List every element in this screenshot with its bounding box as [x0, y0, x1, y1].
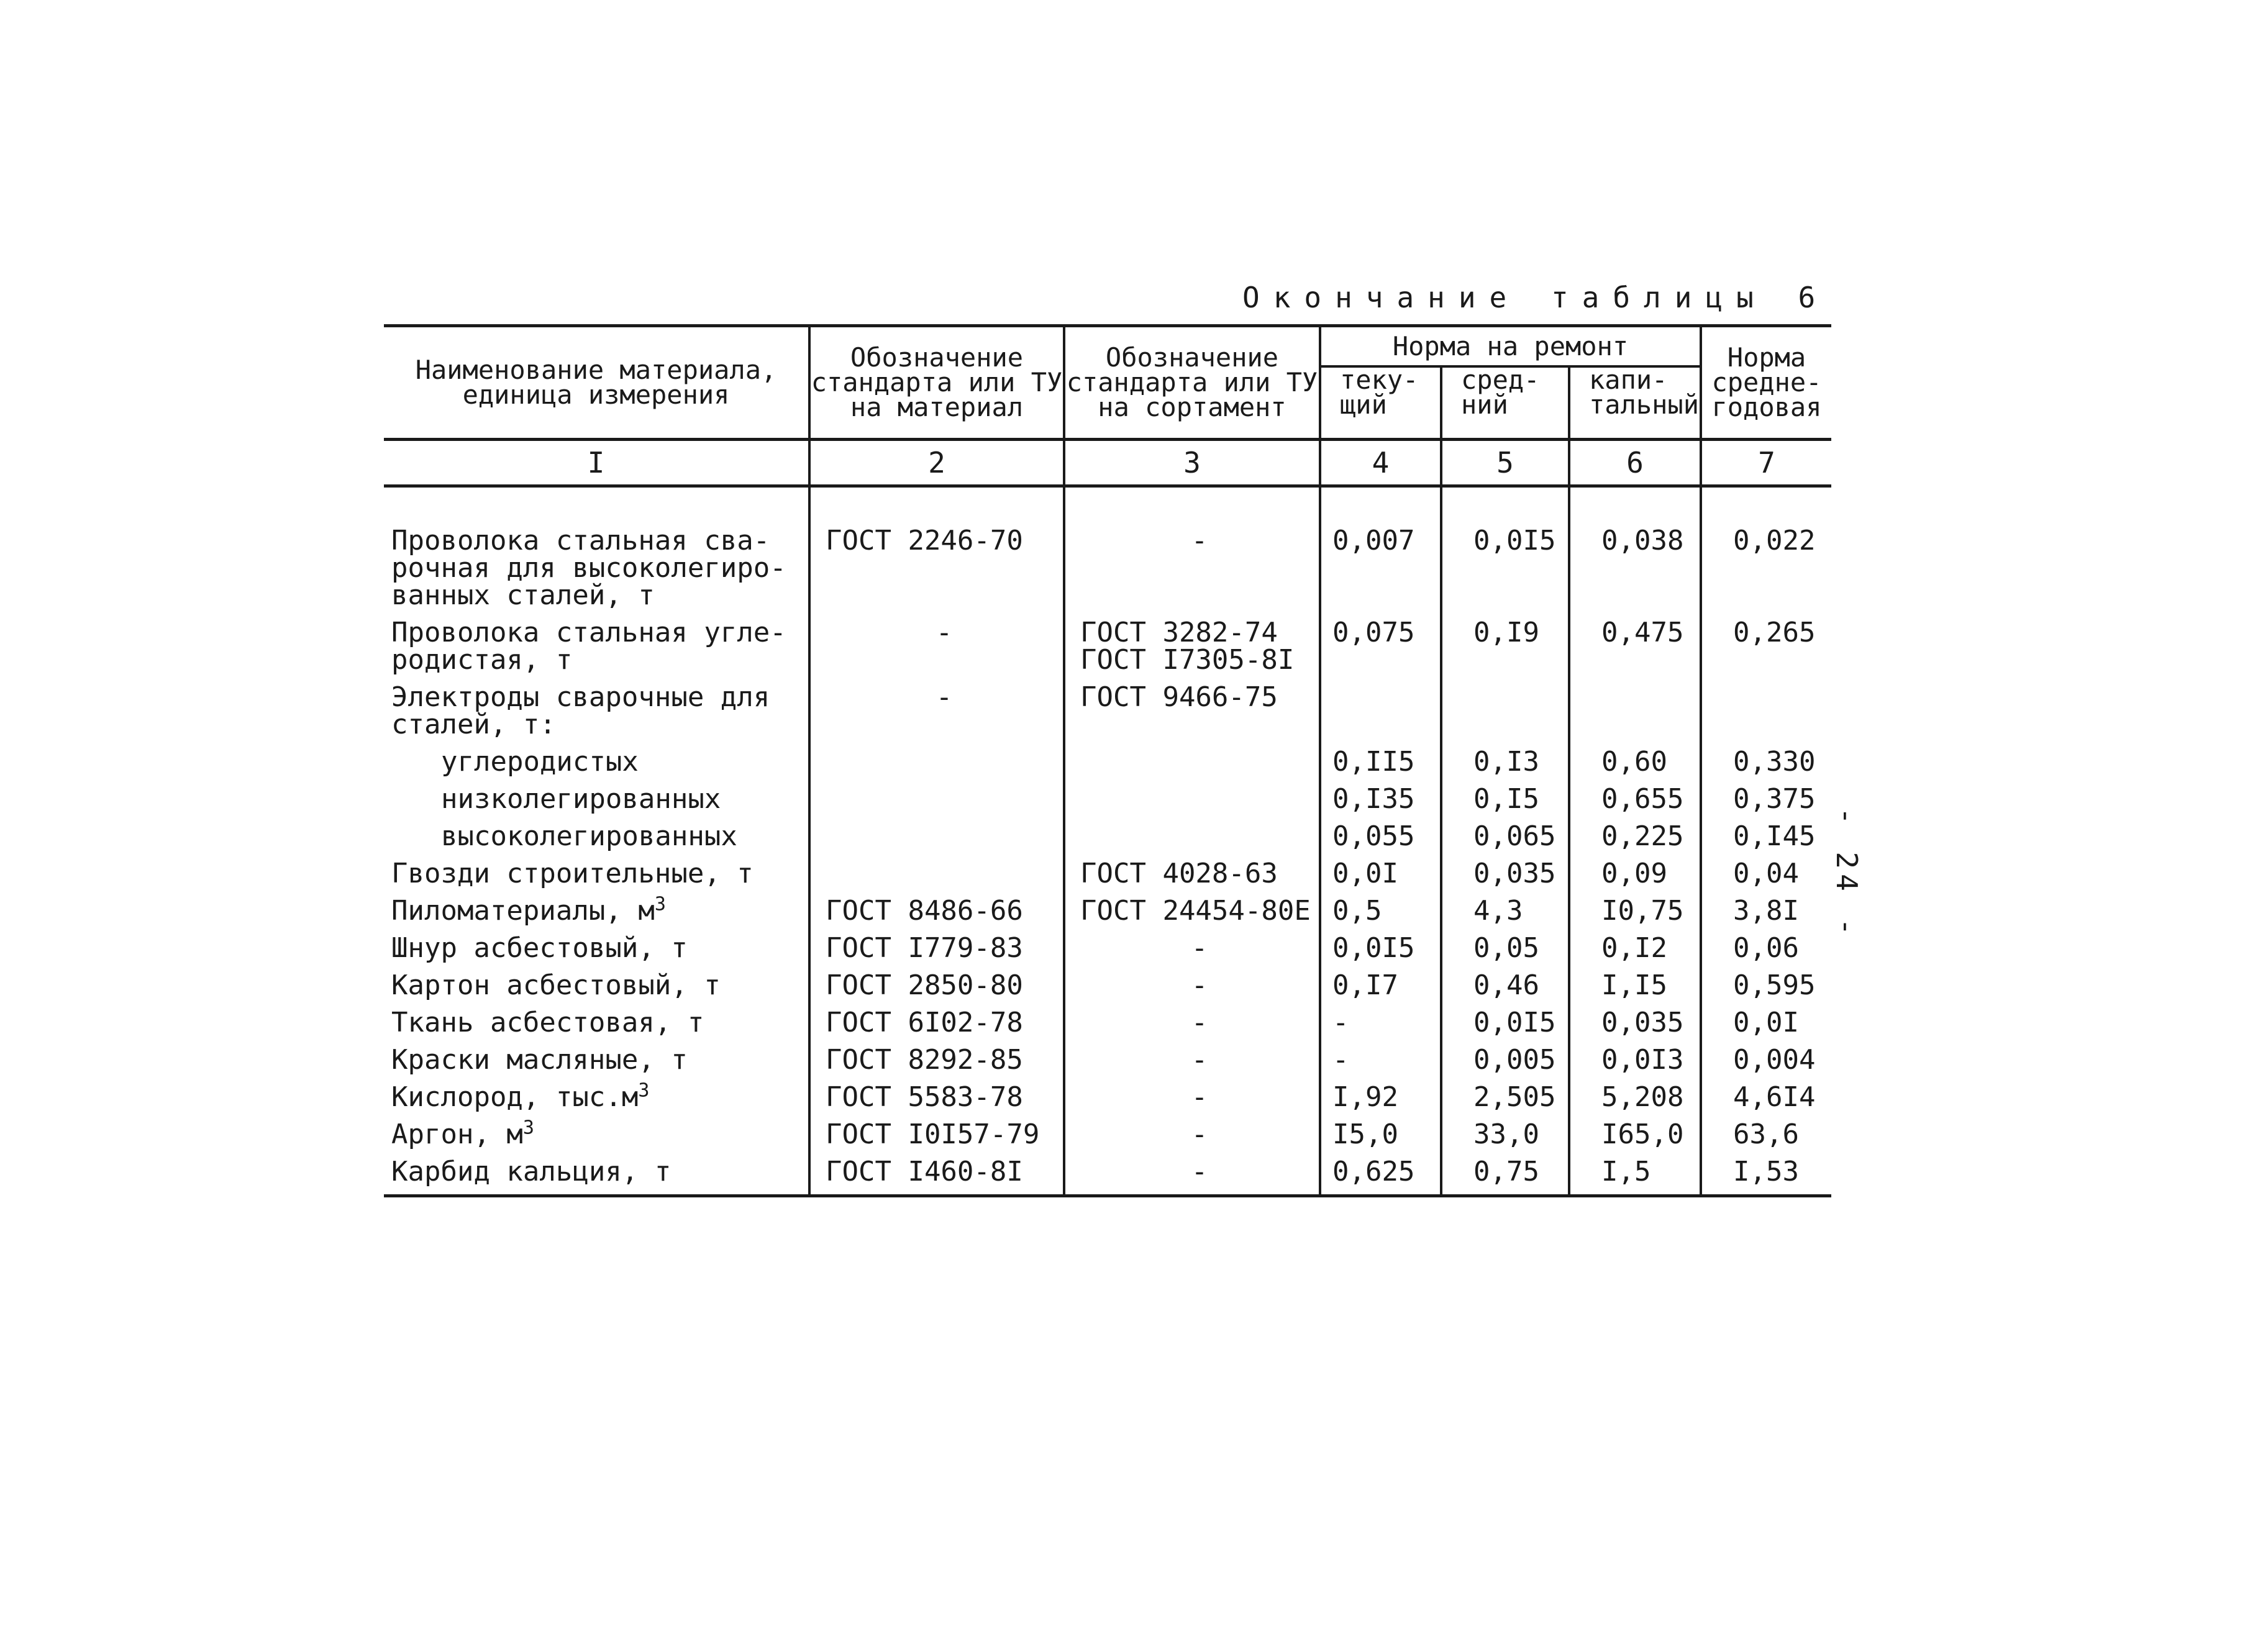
standard-material-cell: ГОСТ 2850-80 — [809, 967, 1064, 1004]
material-name-cell: Проволока стальная угле- родистая, т — [384, 614, 809, 679]
annual-norm-cell: 0,0I — [1701, 1004, 1831, 1042]
medium-repair-cell: 0,05 — [1441, 930, 1569, 967]
standard-material-cell: - — [809, 679, 1064, 743]
column-number: I — [384, 440, 809, 486]
medium-repair-cell: 0,035 — [1441, 855, 1569, 892]
table-row — [384, 781, 1831, 818]
standard-assortment-cell: - — [1064, 1079, 1320, 1116]
table-row — [384, 967, 1831, 1004]
table-row — [384, 522, 1831, 614]
standard-assortment-cell: - — [1064, 1153, 1320, 1196]
annual-norm-cell: 3,8I — [1701, 892, 1831, 930]
current-repair-cell: 0,075 — [1320, 614, 1441, 679]
standard-assortment-cell — [1064, 818, 1320, 855]
material-name-cell: углеродистых — [384, 743, 809, 781]
annual-norm-cell: 63,6 — [1701, 1116, 1831, 1153]
annual-norm-cell: 0,330 — [1701, 743, 1831, 781]
capital-repair-cell: 0,035 — [1569, 1004, 1701, 1042]
standard-assortment-cell — [1064, 781, 1320, 818]
annual-norm-cell: 0,595 — [1701, 967, 1831, 1004]
medium-repair-cell: 4,3 — [1441, 892, 1569, 930]
table-row — [384, 679, 1831, 743]
standard-material-cell — [809, 855, 1064, 892]
header-material-name: Наименование материала, единица измерения — [384, 326, 809, 440]
current-repair-cell: 0,I7 — [1320, 967, 1441, 1004]
capital-repair-cell: 5,208 — [1569, 1079, 1701, 1116]
table-row — [384, 1079, 1831, 1116]
header-repair-norm: Норма на ремонт — [1320, 326, 1701, 367]
material-name-cell: высоколегированных — [384, 818, 809, 855]
table-row — [384, 1116, 1831, 1153]
annual-norm-cell: 0,265 — [1701, 614, 1831, 679]
current-repair-cell: - — [1320, 1042, 1441, 1079]
capital-repair-cell: 0,225 — [1569, 818, 1701, 855]
capital-repair-cell: 0,I2 — [1569, 930, 1701, 967]
standard-material-cell: ГОСТ 6I02-78 — [809, 1004, 1064, 1042]
current-repair-cell: I5,0 — [1320, 1116, 1441, 1153]
material-name-cell: Аргон, $м^3$ — [384, 1116, 809, 1153]
material-name-cell: Электроды сварочные для сталей, т: — [384, 679, 809, 743]
table-row — [384, 614, 1831, 679]
medium-repair-cell: 0,I3 — [1441, 743, 1569, 781]
current-repair-cell — [1320, 679, 1441, 743]
capital-repair-cell: 0,09 — [1569, 855, 1701, 892]
current-repair-cell: 0,0I — [1320, 855, 1441, 892]
medium-repair-cell: 2,505 — [1441, 1079, 1569, 1116]
annual-norm-cell: 0,04 — [1701, 855, 1831, 892]
capital-repair-cell: I,5 — [1569, 1153, 1701, 1196]
medium-repair-cell — [1441, 679, 1569, 743]
header-capital-repair: капи- тальный — [1569, 366, 1701, 439]
material-name-cell: Шнур асбестовый, т — [384, 930, 809, 967]
column-number: 7 — [1701, 440, 1831, 486]
standard-material-cell — [809, 818, 1064, 855]
medium-repair-cell: 0,I9 — [1441, 614, 1569, 679]
annual-norm-cell: 4,6I4 — [1701, 1079, 1831, 1116]
column-number: 3 — [1064, 440, 1320, 486]
table-title: Окончание таблицы 6 — [1242, 281, 1829, 314]
table-row — [384, 818, 1831, 855]
current-repair-cell: 0,5 — [1320, 892, 1441, 930]
current-repair-cell: 0,II5 — [1320, 743, 1441, 781]
medium-repair-cell: 0,005 — [1441, 1042, 1569, 1079]
table-row — [384, 1153, 1831, 1196]
material-name-cell: Картон асбестовый, т — [384, 967, 809, 1004]
annual-norm-cell: 0,375 — [1701, 781, 1831, 818]
annual-norm-cell: 0,022 — [1701, 522, 1831, 614]
unit-superscript: 3 — [638, 1079, 650, 1102]
annual-norm-cell: I,53 — [1701, 1153, 1831, 1196]
header-standard-assortment: Обозначение стандарта или ТУ на сортамент — [1064, 326, 1320, 440]
medium-repair-cell: 0,I5 — [1441, 781, 1569, 818]
medium-repair-cell: 0,75 — [1441, 1153, 1569, 1196]
standard-assortment-cell: ГОСТ 3282-74 ГОСТ I7305-8I — [1064, 614, 1320, 679]
standard-assortment-cell — [1064, 743, 1320, 781]
standard-material-cell: ГОСТ 8486-66 — [809, 892, 1064, 930]
standard-assortment-cell: - — [1064, 522, 1320, 614]
table-row — [384, 743, 1831, 781]
table-row — [384, 930, 1831, 967]
medium-repair-cell: 0,0I5 — [1441, 522, 1569, 614]
annual-norm-cell — [1701, 679, 1831, 743]
material-name-cell: низколегированных — [384, 781, 809, 818]
annual-norm-cell: 0,I45 — [1701, 818, 1831, 855]
annual-norm-cell: 0,004 — [1701, 1042, 1831, 1079]
capital-repair-cell: 0,60 — [1569, 743, 1701, 781]
current-repair-cell: 0,055 — [1320, 818, 1441, 855]
capital-repair-cell: 0,038 — [1569, 522, 1701, 614]
standard-assortment-cell: ГОСТ 9466-75 — [1064, 679, 1320, 743]
medium-repair-cell: 0,46 — [1441, 967, 1569, 1004]
standard-assortment-cell: - — [1064, 930, 1320, 967]
standard-assortment-cell: - — [1064, 967, 1320, 1004]
standard-assortment-cell: - — [1064, 1042, 1320, 1079]
capital-repair-cell: 0,475 — [1569, 614, 1701, 679]
header-annual-norm: Норма средне-годовая — [1701, 326, 1831, 440]
standard-material-cell: ГОСТ 2246-70 — [809, 522, 1064, 614]
capital-repair-cell: 0,655 — [1569, 781, 1701, 818]
standard-assortment-cell: - — [1064, 1004, 1320, 1042]
material-name-cell: Проволока стальная сва- рочная для высоколегиро- ванных сталей, т — [384, 522, 809, 614]
standard-assortment-cell: - — [1064, 1116, 1320, 1153]
unit-superscript: 3 — [522, 1117, 534, 1139]
column-number: 4 — [1320, 440, 1441, 486]
capital-repair-cell: I0,75 — [1569, 892, 1701, 930]
capital-repair-cell: I65,0 — [1569, 1116, 1701, 1153]
medium-repair-cell: 0,0I5 — [1441, 1004, 1569, 1042]
material-name-cell: Пиломатериалы, $м^3$ — [384, 892, 809, 930]
current-repair-cell: 0,I35 — [1320, 781, 1441, 818]
unit-superscript: 3 — [654, 893, 666, 915]
material-name-cell: Краски масляные, т — [384, 1042, 809, 1079]
standard-material-cell — [809, 781, 1064, 818]
current-repair-cell: 0,0I5 — [1320, 930, 1441, 967]
standard-material-cell: - — [809, 614, 1064, 679]
medium-repair-cell: 0,065 — [1441, 818, 1569, 855]
standard-material-cell: ГОСТ 8292-85 — [809, 1042, 1064, 1079]
standard-material-cell: ГОСТ I0I57-79 — [809, 1116, 1064, 1153]
table-row — [384, 1042, 1831, 1079]
standard-material-cell — [809, 743, 1064, 781]
table-row — [384, 855, 1831, 892]
capital-repair-cell — [1569, 679, 1701, 743]
current-repair-cell: I,92 — [1320, 1079, 1441, 1116]
standard-material-cell: ГОСТ I460-8I — [809, 1153, 1064, 1196]
table-row — [384, 892, 1831, 930]
annual-norm-cell: 0,06 — [1701, 930, 1831, 967]
header-standard-material: Обозначение стандарта или ТУ на материал — [809, 326, 1064, 440]
standard-assortment-cell: ГОСТ 24454-80Е — [1064, 892, 1320, 930]
standard-assortment-cell: ГОСТ 4028-63 — [1064, 855, 1320, 892]
standard-material-cell: ГОСТ 5583-78 — [809, 1079, 1064, 1116]
header-current-repair: теку- щий — [1320, 366, 1441, 439]
material-name-cell: Кислород, $тыс.м^3$ — [384, 1079, 809, 1116]
current-repair-cell: 0,625 — [1320, 1153, 1441, 1196]
column-number: 6 — [1569, 440, 1701, 486]
material-name-cell: Ткань асбестовая, т — [384, 1004, 809, 1042]
material-name-cell: Гвозди строительные, т — [384, 855, 809, 892]
current-repair-cell: - — [1320, 1004, 1441, 1042]
column-number: 2 — [809, 440, 1064, 486]
page-number: - 24 - — [1830, 807, 1864, 941]
standard-material-cell: ГОСТ I779-83 — [809, 930, 1064, 967]
column-number: 5 — [1441, 440, 1569, 486]
header-medium-repair: сред- ний — [1441, 366, 1569, 439]
capital-repair-cell: 0,0I3 — [1569, 1042, 1701, 1079]
material-name-cell: Карбид кальция, т — [384, 1153, 809, 1196]
capital-repair-cell: I,I5 — [1569, 967, 1701, 1004]
medium-repair-cell: 33,0 — [1441, 1116, 1569, 1153]
current-repair-cell: 0,007 — [1320, 522, 1441, 614]
materials-table — [384, 324, 1831, 1197]
table-row — [384, 1004, 1831, 1042]
